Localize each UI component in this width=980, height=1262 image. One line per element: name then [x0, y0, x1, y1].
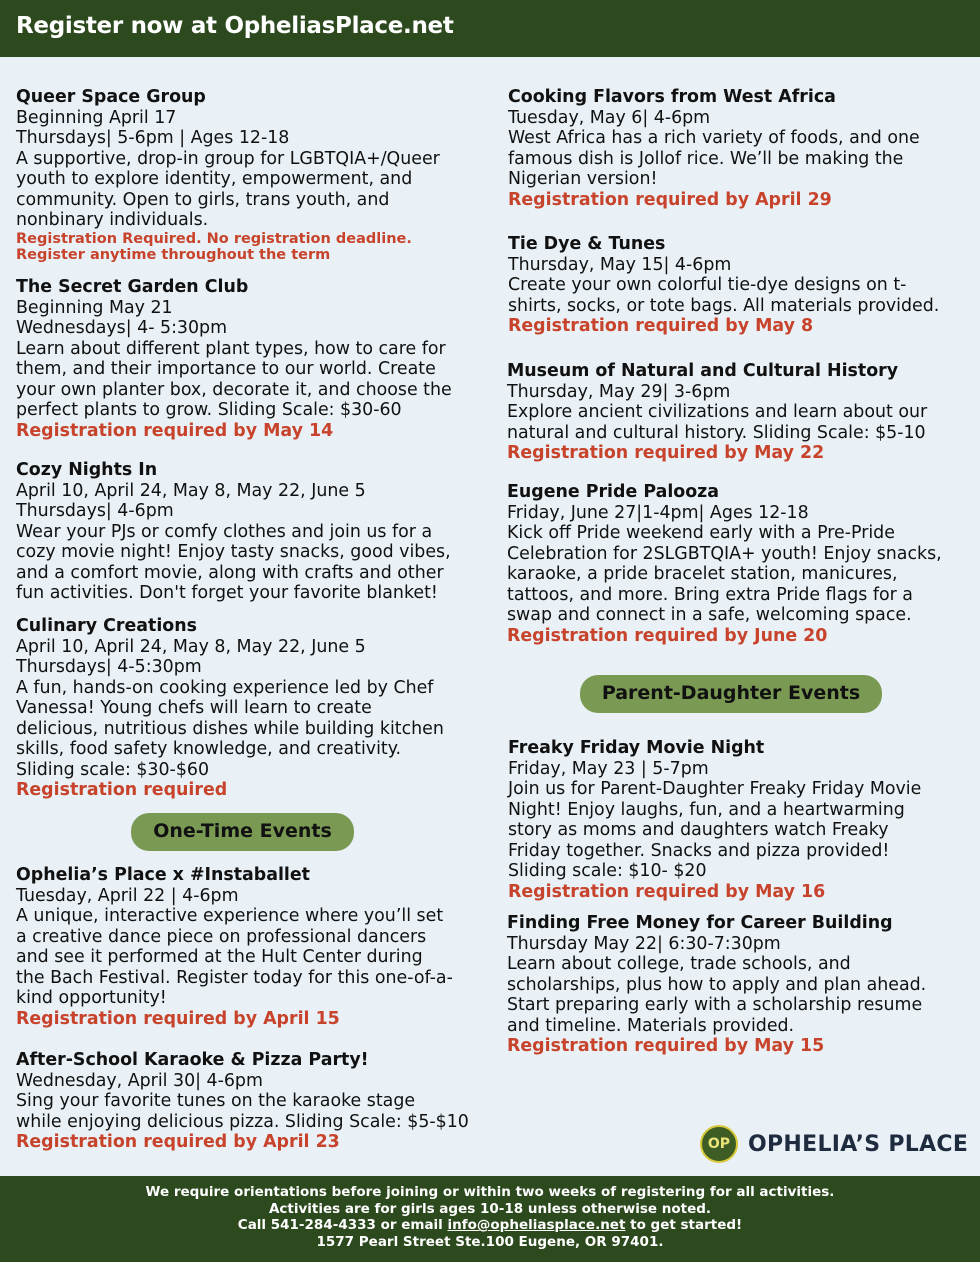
registration-note: Registration Required. No registration deadline.: [16, 230, 412, 247]
event-finding-free-money: [507, 913, 967, 1057]
event-line: tattoos, and more. Bring extra Pride flags for a: [507, 584, 913, 605]
event-title: Culinary Creations: [16, 616, 197, 636]
event-title: Tie Dye & Tunes: [508, 234, 666, 254]
event-line: Beginning May 21: [16, 297, 173, 318]
footer-age-note: Activities are for girls ages 10-18 unless otherwise noted.: [268, 1200, 712, 1217]
event-eugene-pride-palooza: [507, 482, 967, 646]
event-line: Create your own colorful tie-dye designs on t-: [508, 275, 907, 295]
event-secret-garden-club: [16, 277, 486, 441]
event-title: The Secret Garden Club: [16, 277, 249, 297]
event-line: youth to explore identity, empowerment, and: [16, 169, 413, 189]
event-line: Thursday, May 15| 4-6pm: [508, 254, 732, 275]
event-line: Sliding scale: $30-$60: [16, 759, 210, 780]
event-instaballet: [16, 865, 486, 1029]
event-title: Eugene Pride Palooza: [507, 482, 720, 502]
event-line: story as moms and daughters watch Freaky: [508, 820, 889, 840]
event-line: Sing your favorite tunes on the karaoke stage: [16, 1091, 416, 1111]
event-museum-natural-history: [507, 361, 967, 464]
event-line: delicious, nutritious dishes while building kitchen: [16, 718, 444, 739]
event-line: perfect plants to grow. Sliding Scale: $30-60: [16, 400, 402, 420]
event-tie-dye-tunes: [508, 234, 968, 337]
event-title: Finding Free Money for Career Building: [507, 913, 893, 933]
event-line: Kick off Pride weekend early with a Pre-Pride: [507, 523, 895, 543]
event-line: your own planter box, decorate it, and choose the: [16, 379, 452, 400]
event-line: A fun, hands-on cooking experience led by Chef: [16, 677, 434, 698]
event-line: Learn about different plant types, how to care for: [16, 338, 446, 359]
event-line: scholarships, plus how to apply and plan ahead.: [507, 974, 927, 995]
event-culinary-creations: [16, 616, 486, 801]
event-line: Thursday, May 29| 3-6pm: [507, 381, 731, 402]
event-title: Freaky Friday Movie Night: [508, 738, 765, 758]
event-line: Wear your PJs or comfy clothes and join us for a: [16, 521, 433, 542]
event-line: Learn about college, trade schools, and: [507, 954, 851, 974]
section-heading-parent-daughter-events: Parent-Daughter Events: [580, 675, 882, 713]
event-line: skills, food safety knowledge, and creativity.: [16, 739, 402, 759]
logo-wordmark: OPHELIA’S PLACE: [748, 1132, 969, 1157]
event-line: the Bach Festival. Register today for this one-of-a-: [16, 967, 453, 988]
top-banner: [0, 0, 980, 57]
event-line: Tuesday, May 6| 4-6pm: [508, 107, 711, 128]
event-title: Cooking Flavors from West Africa: [508, 87, 836, 107]
event-line: Friday, May 23 | 5-7pm: [508, 758, 709, 779]
footer-start-text: to get started!: [625, 1217, 743, 1233]
footer-banner: [0, 1176, 980, 1262]
event-line: Friday together. Snacks and pizza provided!: [508, 840, 890, 861]
registration-deadline: Registration required by April 29: [508, 189, 832, 210]
event-line: cozy movie night! Enjoy tasty snacks, good vibes,: [16, 542, 451, 562]
footer-address: 1577 Pearl Street Ste.100 Eugene, OR 97401.: [316, 1233, 664, 1250]
event-line: kind opportunity!: [16, 988, 167, 1008]
ophelias-place-logo: [700, 1125, 972, 1165]
event-line: and a comfort movie, along with crafts and other: [16, 562, 444, 583]
event-line: famous dish is Jollof rice. We’ll be making the: [508, 148, 904, 169]
event-line: a creative dance piece on professional dancers: [16, 926, 427, 947]
registration-deadline: Registration required by May 22: [507, 443, 825, 463]
section-heading-one-time-events: One-Time Events: [131, 813, 354, 851]
event-line: nonbinary individuals.: [16, 210, 209, 230]
event-line: A unique, interactive experience where you’ll set: [16, 906, 444, 926]
footer-orientation-note: We require orientations before joining or within two weeks of registering for all activities.: [145, 1184, 835, 1200]
event-freaky-friday-movie-night: [508, 738, 968, 902]
event-line: April 10, April 24, May 8, May 22, June 5: [16, 636, 366, 657]
event-line: A supportive, drop-in group for LGBTQIA+/Queer: [16, 148, 440, 169]
event-line: community. Open to girls, trans youth, and: [16, 189, 390, 210]
event-line: Thursday May 22| 6:30-7:30pm: [507, 933, 781, 954]
event-title: Queer Space Group: [16, 87, 206, 107]
event-line: them, and their importance to our world. Create: [16, 359, 436, 379]
event-line: and timeline. Materials provided.: [507, 1015, 795, 1036]
registration-deadline: Registration required by May 8: [508, 316, 814, 336]
event-line: and see it performed at the Hult Center during: [16, 947, 423, 967]
event-line: Celebration for 2SLGBTQIA+ youth! Enjoy snacks,: [507, 543, 942, 564]
registration-note: Register anytime throughout the term: [16, 247, 331, 263]
register-banner-title[interactable]: Register now at OpheliasPlace.net: [16, 13, 454, 39]
registration-deadline: Registration required: [16, 780, 228, 800]
registration-deadline: Registration required by June 20: [507, 625, 828, 646]
event-title: After-School Karaoke & Pizza Party!: [16, 1050, 369, 1070]
event-line: Thursdays| 4-6pm: [16, 501, 174, 521]
footer-email-link[interactable]: info@opheliasplace.net: [447, 1217, 626, 1233]
footer-contact-line: [0, 1217, 980, 1234]
event-line: Tuesday, April 22 | 4-6pm: [16, 885, 239, 906]
event-line: swap and connect in a safe, welcoming space.: [507, 605, 912, 625]
event-west-africa-cooking: [508, 87, 968, 210]
event-line: Join us for Parent-Daughter Freaky Friday Movie: [508, 779, 922, 799]
event-line: Start preparing early with a scholarship resume: [507, 995, 923, 1015]
op-logo-icon: OP: [700, 1125, 738, 1163]
registration-deadline: Registration required by April 23: [16, 1132, 340, 1152]
event-line: Wednesdays| 4- 5:30pm: [16, 318, 228, 338]
registration-deadline: Registration required by May 15: [507, 1036, 825, 1056]
event-line: shirts, socks, or tote bags. All materials provided.: [508, 295, 940, 316]
event-line: Nigerian version!: [508, 169, 658, 189]
event-line: while enjoying delicious pizza. Sliding Scale: $5-$10: [16, 1111, 469, 1132]
event-line: Beginning April 17: [16, 107, 177, 128]
event-line: Thursdays| 4-5:30pm: [16, 657, 202, 677]
event-line: Explore ancient civilizations and learn about our: [507, 402, 928, 422]
event-line: Thursdays| 5-6pm | Ages 12-18: [16, 128, 290, 148]
event-title: Museum of Natural and Cultural History: [507, 361, 899, 381]
registration-deadline: Registration required by May 14: [16, 420, 334, 441]
event-line: Night! Enjoy laughs, fun, and a heartwarming: [508, 799, 905, 820]
registration-deadline: Registration required by May 16: [508, 881, 826, 902]
event-line: April 10, April 24, May 8, May 22, June 5: [16, 480, 366, 501]
event-karaoke-pizza-party: [16, 1050, 486, 1153]
event-line: Friday, June 27|1-4pm| Ages 12-18: [507, 502, 809, 523]
event-line: West Africa has a rich variety of foods, and one: [508, 128, 920, 148]
footer-call-text: Call 541-284-4333 or email: [237, 1217, 448, 1233]
event-line: Wednesday, April 30| 4-6pm: [16, 1070, 263, 1091]
registration-deadline: Registration required by April 15: [16, 1008, 340, 1029]
event-line: Sliding scale: $10- $20: [508, 861, 707, 881]
event-cozy-nights-in: [16, 460, 486, 604]
event-line: natural and cultural history. Sliding Scale: $5-10: [507, 422, 926, 443]
event-title: Ophelia’s Place x #Instaballet: [16, 865, 310, 885]
event-queer-space-group: [16, 87, 486, 264]
event-title: Cozy Nights In: [16, 460, 158, 480]
event-line: fun activities. Don't forget your favorite blanket!: [16, 583, 438, 603]
event-line: Vanessa! Young chefs will learn to create: [16, 698, 372, 718]
event-line: karaoke, a pride bracelet station, manicures,: [507, 564, 898, 584]
